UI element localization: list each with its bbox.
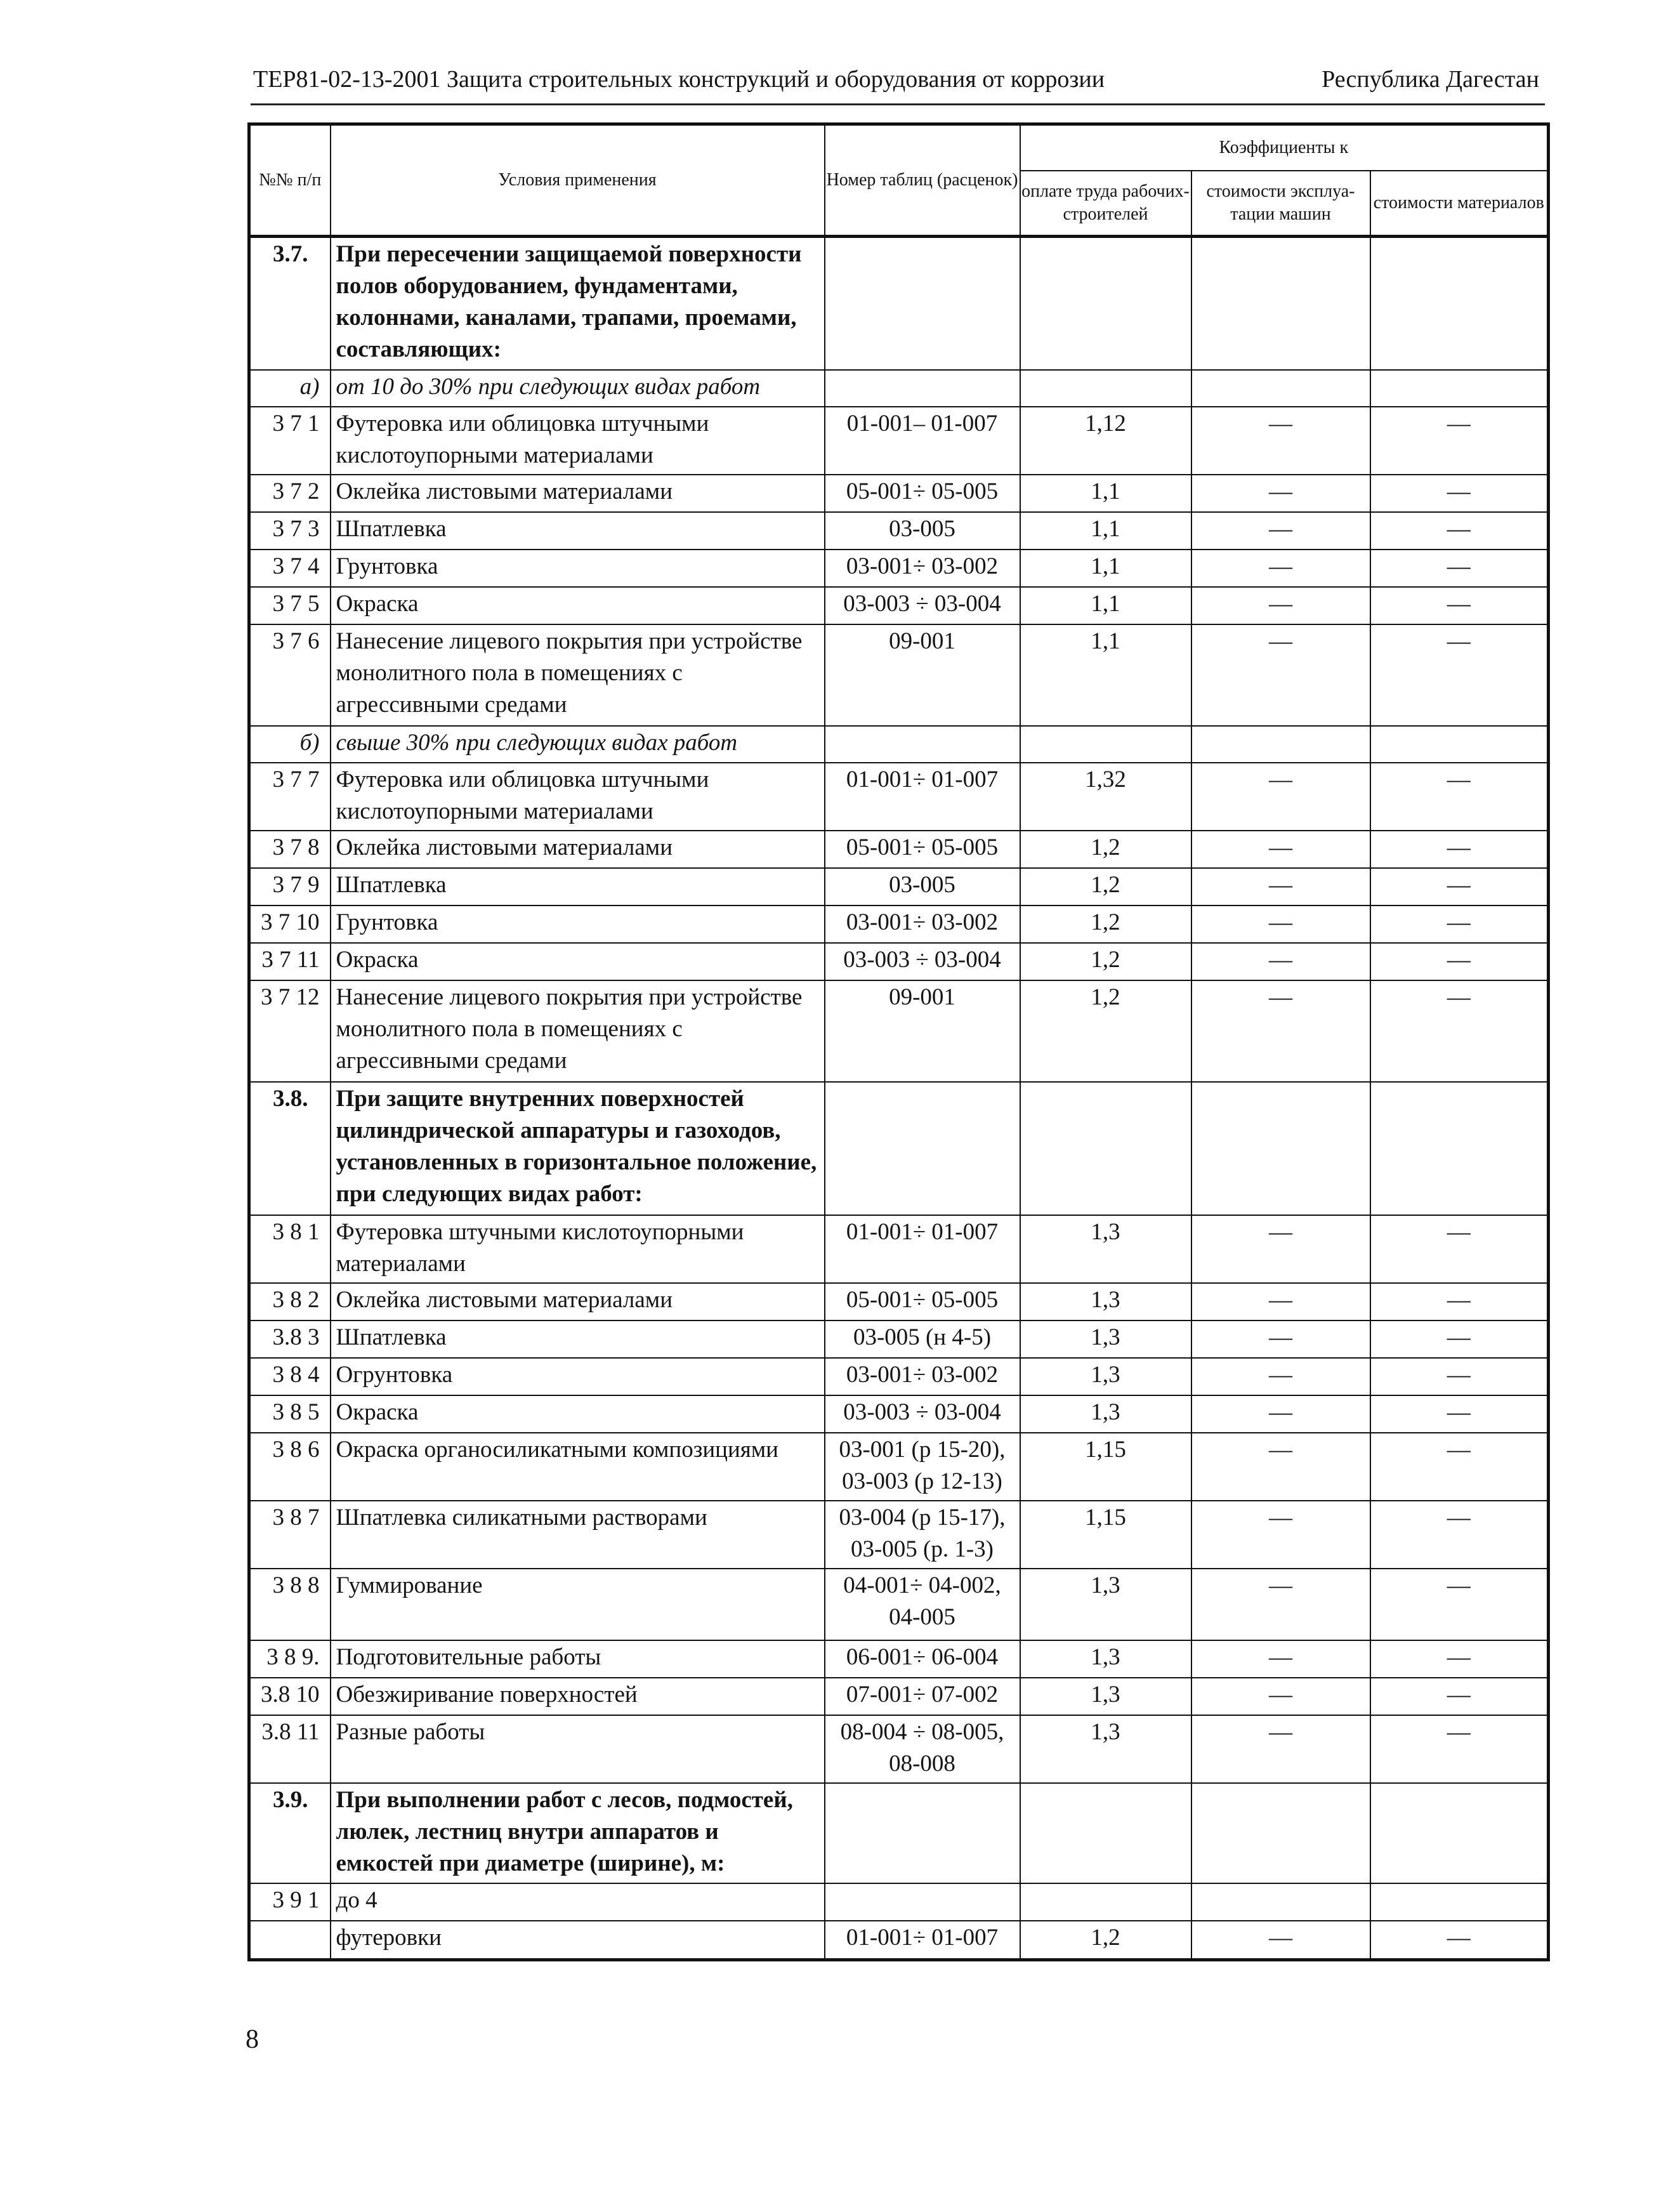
table-row	[249, 763, 1549, 831]
row-coef-materials: —	[1370, 1395, 1549, 1433]
row-tables: 03-005	[825, 868, 1020, 906]
table-body	[249, 237, 1549, 1960]
row-tables: 05-001÷ 05-005	[825, 831, 1020, 868]
row-coef-machines: —	[1191, 1715, 1370, 1783]
row-coef-materials	[1370, 1883, 1549, 1921]
col-tables-header: Номер таблиц (расценок)	[825, 124, 1020, 237]
row-coef-machines: —	[1191, 1320, 1370, 1358]
row-coef-machines: —	[1191, 1358, 1370, 1395]
row-number: 3 8 2	[249, 1283, 331, 1320]
row-number: 3 7 6	[249, 624, 331, 726]
row-condition: Шпатлевка	[331, 512, 825, 550]
row-condition: Подготовительные работы	[331, 1640, 825, 1678]
row-number: 3 8 4	[249, 1358, 331, 1395]
row-coef-labor	[1020, 1883, 1191, 1921]
row-tables: 03-001÷ 03-002	[825, 550, 1020, 587]
row-number: 3 7 4	[249, 550, 331, 587]
row-coef-materials: —	[1370, 1569, 1549, 1640]
row-number: 3.8 11	[249, 1715, 331, 1783]
row-number: 3 7 12	[249, 980, 331, 1082]
row-tables: 01-001÷ 01-007	[825, 763, 1020, 831]
section-row	[249, 237, 1549, 370]
row-tables: 03-001÷ 03-002	[825, 906, 1020, 943]
row-coef-machines: —	[1191, 943, 1370, 980]
row-condition: Нанесение лицевого покрытия при устройстве монолитного пола в помещениях с агрессивными средами	[331, 980, 825, 1082]
row-condition: Обезжиривание поверхностей	[331, 1678, 825, 1715]
row-coef-machines: —	[1191, 587, 1370, 624]
row-coef-machines: —	[1191, 1395, 1370, 1433]
row-tables: 03-003 ÷ 03-004	[825, 943, 1020, 980]
table-row	[249, 624, 1549, 726]
col-coef-group-header: Коэффициенты к	[1020, 124, 1549, 171]
section-row	[249, 1783, 1549, 1883]
row-coef-machines: —	[1191, 407, 1370, 475]
row-coef-labor	[1020, 1082, 1191, 1215]
row-coef-machines: —	[1191, 868, 1370, 906]
row-coef-labor: 1,3	[1020, 1569, 1191, 1640]
row-tables: 04-001÷ 04-002, 04-005	[825, 1569, 1020, 1640]
row-coef-materials: —	[1370, 1320, 1549, 1358]
row-coef-materials	[1370, 370, 1549, 407]
row-coef-machines: —	[1191, 550, 1370, 587]
row-coef-materials: —	[1370, 868, 1549, 906]
row-coef-machines: —	[1191, 906, 1370, 943]
row-tables: 01-001– 01-007	[825, 407, 1020, 475]
table-row	[249, 831, 1549, 868]
row-tables: 03-003 ÷ 03-004	[825, 587, 1020, 624]
row-coef-labor: 1,3	[1020, 1320, 1191, 1358]
row-number: 3 8 8	[249, 1569, 331, 1640]
row-number: 3 7 11	[249, 943, 331, 980]
row-number: 3 8 6	[249, 1433, 331, 1501]
row-number: 3 8 5	[249, 1395, 331, 1433]
row-condition: Оклейка листовыми материалами	[331, 475, 825, 512]
row-condition: Шпатлевка	[331, 1320, 825, 1358]
table-row	[249, 1320, 1549, 1358]
row-coef-materials	[1370, 726, 1549, 763]
table-row	[249, 906, 1549, 943]
row-tables: 06-001÷ 06-004	[825, 1640, 1020, 1678]
row-coef-machines	[1191, 1783, 1370, 1883]
row-coef-labor: 1,1	[1020, 624, 1191, 726]
row-coef-materials: —	[1370, 1215, 1549, 1283]
coefficients-table	[247, 122, 1550, 1961]
row-number	[249, 1921, 331, 1960]
table-row	[249, 1215, 1549, 1283]
row-coef-machines	[1191, 1883, 1370, 1921]
row-condition: Футеровка штучными кислотоупорными материалами	[331, 1215, 825, 1283]
row-coef-machines	[1191, 726, 1370, 763]
table-row	[249, 1715, 1549, 1783]
row-coef-labor	[1020, 370, 1191, 407]
row-tables: 03-004 (р 15-17), 03-005 (р. 1-3)	[825, 1501, 1020, 1569]
row-tables	[825, 237, 1020, 370]
row-condition: Окраска	[331, 587, 825, 624]
row-number: 3 9 1	[249, 1883, 331, 1921]
row-condition: футеровки	[331, 1921, 825, 1960]
row-coef-labor: 1,2	[1020, 868, 1191, 906]
row-tables: 03-001 (р 15-20), 03-003 (р 12-13)	[825, 1433, 1020, 1501]
row-coef-machines: —	[1191, 1283, 1370, 1320]
row-coef-labor: 1,3	[1020, 1640, 1191, 1678]
row-number: 3.8 3	[249, 1320, 331, 1358]
row-coef-materials: —	[1370, 1501, 1549, 1569]
row-coef-labor: 1,3	[1020, 1358, 1191, 1395]
row-coef-machines: —	[1191, 1433, 1370, 1501]
row-coef-labor: 1,3	[1020, 1395, 1191, 1433]
row-number: 3 7 9	[249, 868, 331, 906]
table-row	[249, 1283, 1549, 1320]
row-coef-materials: —	[1370, 550, 1549, 587]
row-coef-labor: 1,15	[1020, 1433, 1191, 1501]
row-condition: от 10 до 30% при следующих видах работ	[331, 370, 825, 407]
table-row	[249, 1678, 1549, 1715]
row-coef-labor: 1,3	[1020, 1215, 1191, 1283]
table-row	[249, 1433, 1549, 1501]
row-tables: 03-005	[825, 512, 1020, 550]
row-number: 3 7 3	[249, 512, 331, 550]
row-coef-labor: 1,12	[1020, 407, 1191, 475]
col-num-header: №№ п/п	[249, 124, 331, 237]
row-tables: 01-001÷ 01-007	[825, 1215, 1020, 1283]
running-header-title: ТЕР81-02-13-2001 Защита строительных конструкций и оборудования от коррозии	[253, 66, 1105, 93]
row-condition: Нанесение лицевого покрытия при устройстве монолитного пола в помещениях с агрессивными средами	[331, 624, 825, 726]
row-condition: При защите внутренних поверхностей цилиндрической аппаратуры и газоходов, установленных в горизонтальное положение, при следующих видах работ:	[331, 1082, 825, 1215]
row-coef-materials: —	[1370, 1921, 1549, 1960]
row-coef-machines	[1191, 1082, 1370, 1215]
row-coef-materials: —	[1370, 587, 1549, 624]
row-condition: При пересечении защищаемой поверхности полов оборудованием, фундаментами, колоннами, каналами, трапами, проемами, составляющих:	[331, 237, 825, 370]
row-coef-machines: —	[1191, 624, 1370, 726]
table-row	[249, 550, 1549, 587]
row-condition: Окраска органосиликатными композициями	[331, 1433, 825, 1501]
table-row	[249, 868, 1549, 906]
row-condition: Грунтовка	[331, 906, 825, 943]
row-coef-machines: —	[1191, 1921, 1370, 1960]
row-coef-labor: 1,1	[1020, 475, 1191, 512]
header-rule	[251, 103, 1545, 105]
page-number: 8	[246, 2025, 259, 2054]
row-coef-labor: 1,3	[1020, 1283, 1191, 1320]
row-tables	[825, 726, 1020, 763]
row-coef-materials: —	[1370, 831, 1549, 868]
row-coef-materials: —	[1370, 763, 1549, 831]
row-coef-labor: 1,3	[1020, 1715, 1191, 1783]
row-coef-labor: 1,15	[1020, 1501, 1191, 1569]
row-coef-labor: 1,2	[1020, 831, 1191, 868]
row-number: 3 8 7	[249, 1501, 331, 1569]
row-coef-materials: —	[1370, 624, 1549, 726]
table-row	[249, 407, 1549, 475]
row-coef-machines: —	[1191, 1501, 1370, 1569]
row-number: 3 8 1	[249, 1215, 331, 1283]
row-coef-materials: —	[1370, 943, 1549, 980]
row-tables: 07-001÷ 07-002	[825, 1678, 1020, 1715]
row-coef-machines: —	[1191, 831, 1370, 868]
subsection-row	[249, 370, 1549, 407]
row-condition: Окраска	[331, 943, 825, 980]
row-coef-labor: 1,3	[1020, 1678, 1191, 1715]
row-coef-machines	[1191, 237, 1370, 370]
row-number: 3 7 5	[249, 587, 331, 624]
row-coef-materials: —	[1370, 1678, 1549, 1715]
row-coef-materials: —	[1370, 1283, 1549, 1320]
table-row	[249, 1501, 1549, 1569]
row-condition: Разные работы	[331, 1715, 825, 1783]
row-number: б)	[249, 726, 331, 763]
row-number: 3.8 10	[249, 1678, 331, 1715]
row-number: 3 7 10	[249, 906, 331, 943]
row-coef-labor	[1020, 237, 1191, 370]
table-row	[249, 475, 1549, 512]
table-row	[249, 980, 1549, 1082]
row-condition: Окраска	[331, 1395, 825, 1433]
row-coef-labor: 1,1	[1020, 512, 1191, 550]
col-condition-header: Условия применения	[331, 124, 825, 237]
row-tables	[825, 370, 1020, 407]
table-row	[249, 1569, 1549, 1640]
subsection-row	[249, 726, 1549, 763]
row-tables: 03-001÷ 03-002	[825, 1358, 1020, 1395]
section-row	[249, 1082, 1549, 1215]
table-row	[249, 1883, 1549, 1921]
row-coef-labor: 1,1	[1020, 587, 1191, 624]
table-row	[249, 1640, 1549, 1678]
row-coef-materials: —	[1370, 1640, 1549, 1678]
row-condition: до 4	[331, 1883, 825, 1921]
table-row	[249, 1921, 1549, 1960]
row-coef-materials: —	[1370, 475, 1549, 512]
row-number: 3 7 1	[249, 407, 331, 475]
table-row	[249, 1395, 1549, 1433]
row-condition: Футеровка или облицовка штучными кислотоупорными материалами	[331, 407, 825, 475]
col-materials-header: стоимости материалов	[1370, 171, 1549, 237]
row-condition: Футеровка или облицовка штучными кислотоупорными материалами	[331, 763, 825, 831]
row-condition: Шпатлевка силикатными растворами	[331, 1501, 825, 1569]
row-coef-machines	[1191, 370, 1370, 407]
row-number: 3.9.	[249, 1783, 331, 1883]
row-coef-labor: 1,2	[1020, 1921, 1191, 1960]
row-tables: 08-004 ÷ 08-005, 08-008	[825, 1715, 1020, 1783]
row-tables: 09-001	[825, 980, 1020, 1082]
row-coef-materials	[1370, 1082, 1549, 1215]
row-tables: 03-005 (н 4-5)	[825, 1320, 1020, 1358]
table-row	[249, 587, 1549, 624]
row-tables: 05-001÷ 05-005	[825, 475, 1020, 512]
col-machines-header: стоимости эксплуа-тации машин	[1191, 171, 1370, 237]
row-tables: 09-001	[825, 624, 1020, 726]
row-number: 3.7.	[249, 237, 331, 370]
row-condition: Огрунтовка	[331, 1358, 825, 1395]
row-coef-machines: —	[1191, 475, 1370, 512]
row-number: 3 7 7	[249, 763, 331, 831]
table-row	[249, 943, 1549, 980]
row-number: 3 8 9.	[249, 1640, 331, 1678]
row-tables	[825, 1883, 1020, 1921]
row-number: 3 7 8	[249, 831, 331, 868]
row-tables: 03-003 ÷ 03-004	[825, 1395, 1020, 1433]
row-coef-labor: 1,2	[1020, 906, 1191, 943]
row-coef-materials: —	[1370, 906, 1549, 943]
running-header-region: Республика Дагестан	[1322, 66, 1539, 93]
row-condition: свыше 30% при следующих видах работ	[331, 726, 825, 763]
table-row	[249, 512, 1549, 550]
row-number: 3.8.	[249, 1082, 331, 1215]
row-tables: 05-001÷ 05-005	[825, 1283, 1020, 1320]
row-condition: Оклейка листовыми материалами	[331, 831, 825, 868]
row-coef-materials: —	[1370, 980, 1549, 1082]
row-coef-labor: 1,32	[1020, 763, 1191, 831]
row-coef-machines: —	[1191, 1678, 1370, 1715]
row-condition: При выполнении работ с лесов, подмостей, люлек, лестниц внутри аппаратов и емкостей при диаметре (ширине), м:	[331, 1783, 825, 1883]
row-tables: 01-001÷ 01-007	[825, 1921, 1020, 1960]
row-coef-machines: —	[1191, 1215, 1370, 1283]
row-coef-machines: —	[1191, 980, 1370, 1082]
row-coef-labor: 1,2	[1020, 980, 1191, 1082]
row-coef-machines: —	[1191, 763, 1370, 831]
row-coef-labor	[1020, 726, 1191, 763]
row-number: 3 7 2	[249, 475, 331, 512]
row-condition: Шпатлевка	[331, 868, 825, 906]
row-number: а)	[249, 370, 331, 407]
row-coef-materials: —	[1370, 1715, 1549, 1783]
row-coef-labor: 1,1	[1020, 550, 1191, 587]
row-condition: Гуммирование	[331, 1569, 825, 1640]
row-coef-materials: —	[1370, 407, 1549, 475]
row-coef-labor	[1020, 1783, 1191, 1883]
row-coef-labor: 1,2	[1020, 943, 1191, 980]
row-condition: Грунтовка	[331, 550, 825, 587]
row-condition: Оклейка листовыми материалами	[331, 1283, 825, 1320]
row-coef-materials	[1370, 1783, 1549, 1883]
table-row	[249, 1358, 1549, 1395]
row-coef-materials	[1370, 237, 1549, 370]
row-coef-machines: —	[1191, 1569, 1370, 1640]
row-tables	[825, 1783, 1020, 1883]
row-tables	[825, 1082, 1020, 1215]
row-coef-materials: —	[1370, 1433, 1549, 1501]
row-coef-materials: —	[1370, 512, 1549, 550]
row-coef-materials: —	[1370, 1358, 1549, 1395]
row-coef-machines: —	[1191, 512, 1370, 550]
col-labor-header: оплате труда рабочих-строителей	[1020, 171, 1191, 237]
row-coef-machines: —	[1191, 1640, 1370, 1678]
